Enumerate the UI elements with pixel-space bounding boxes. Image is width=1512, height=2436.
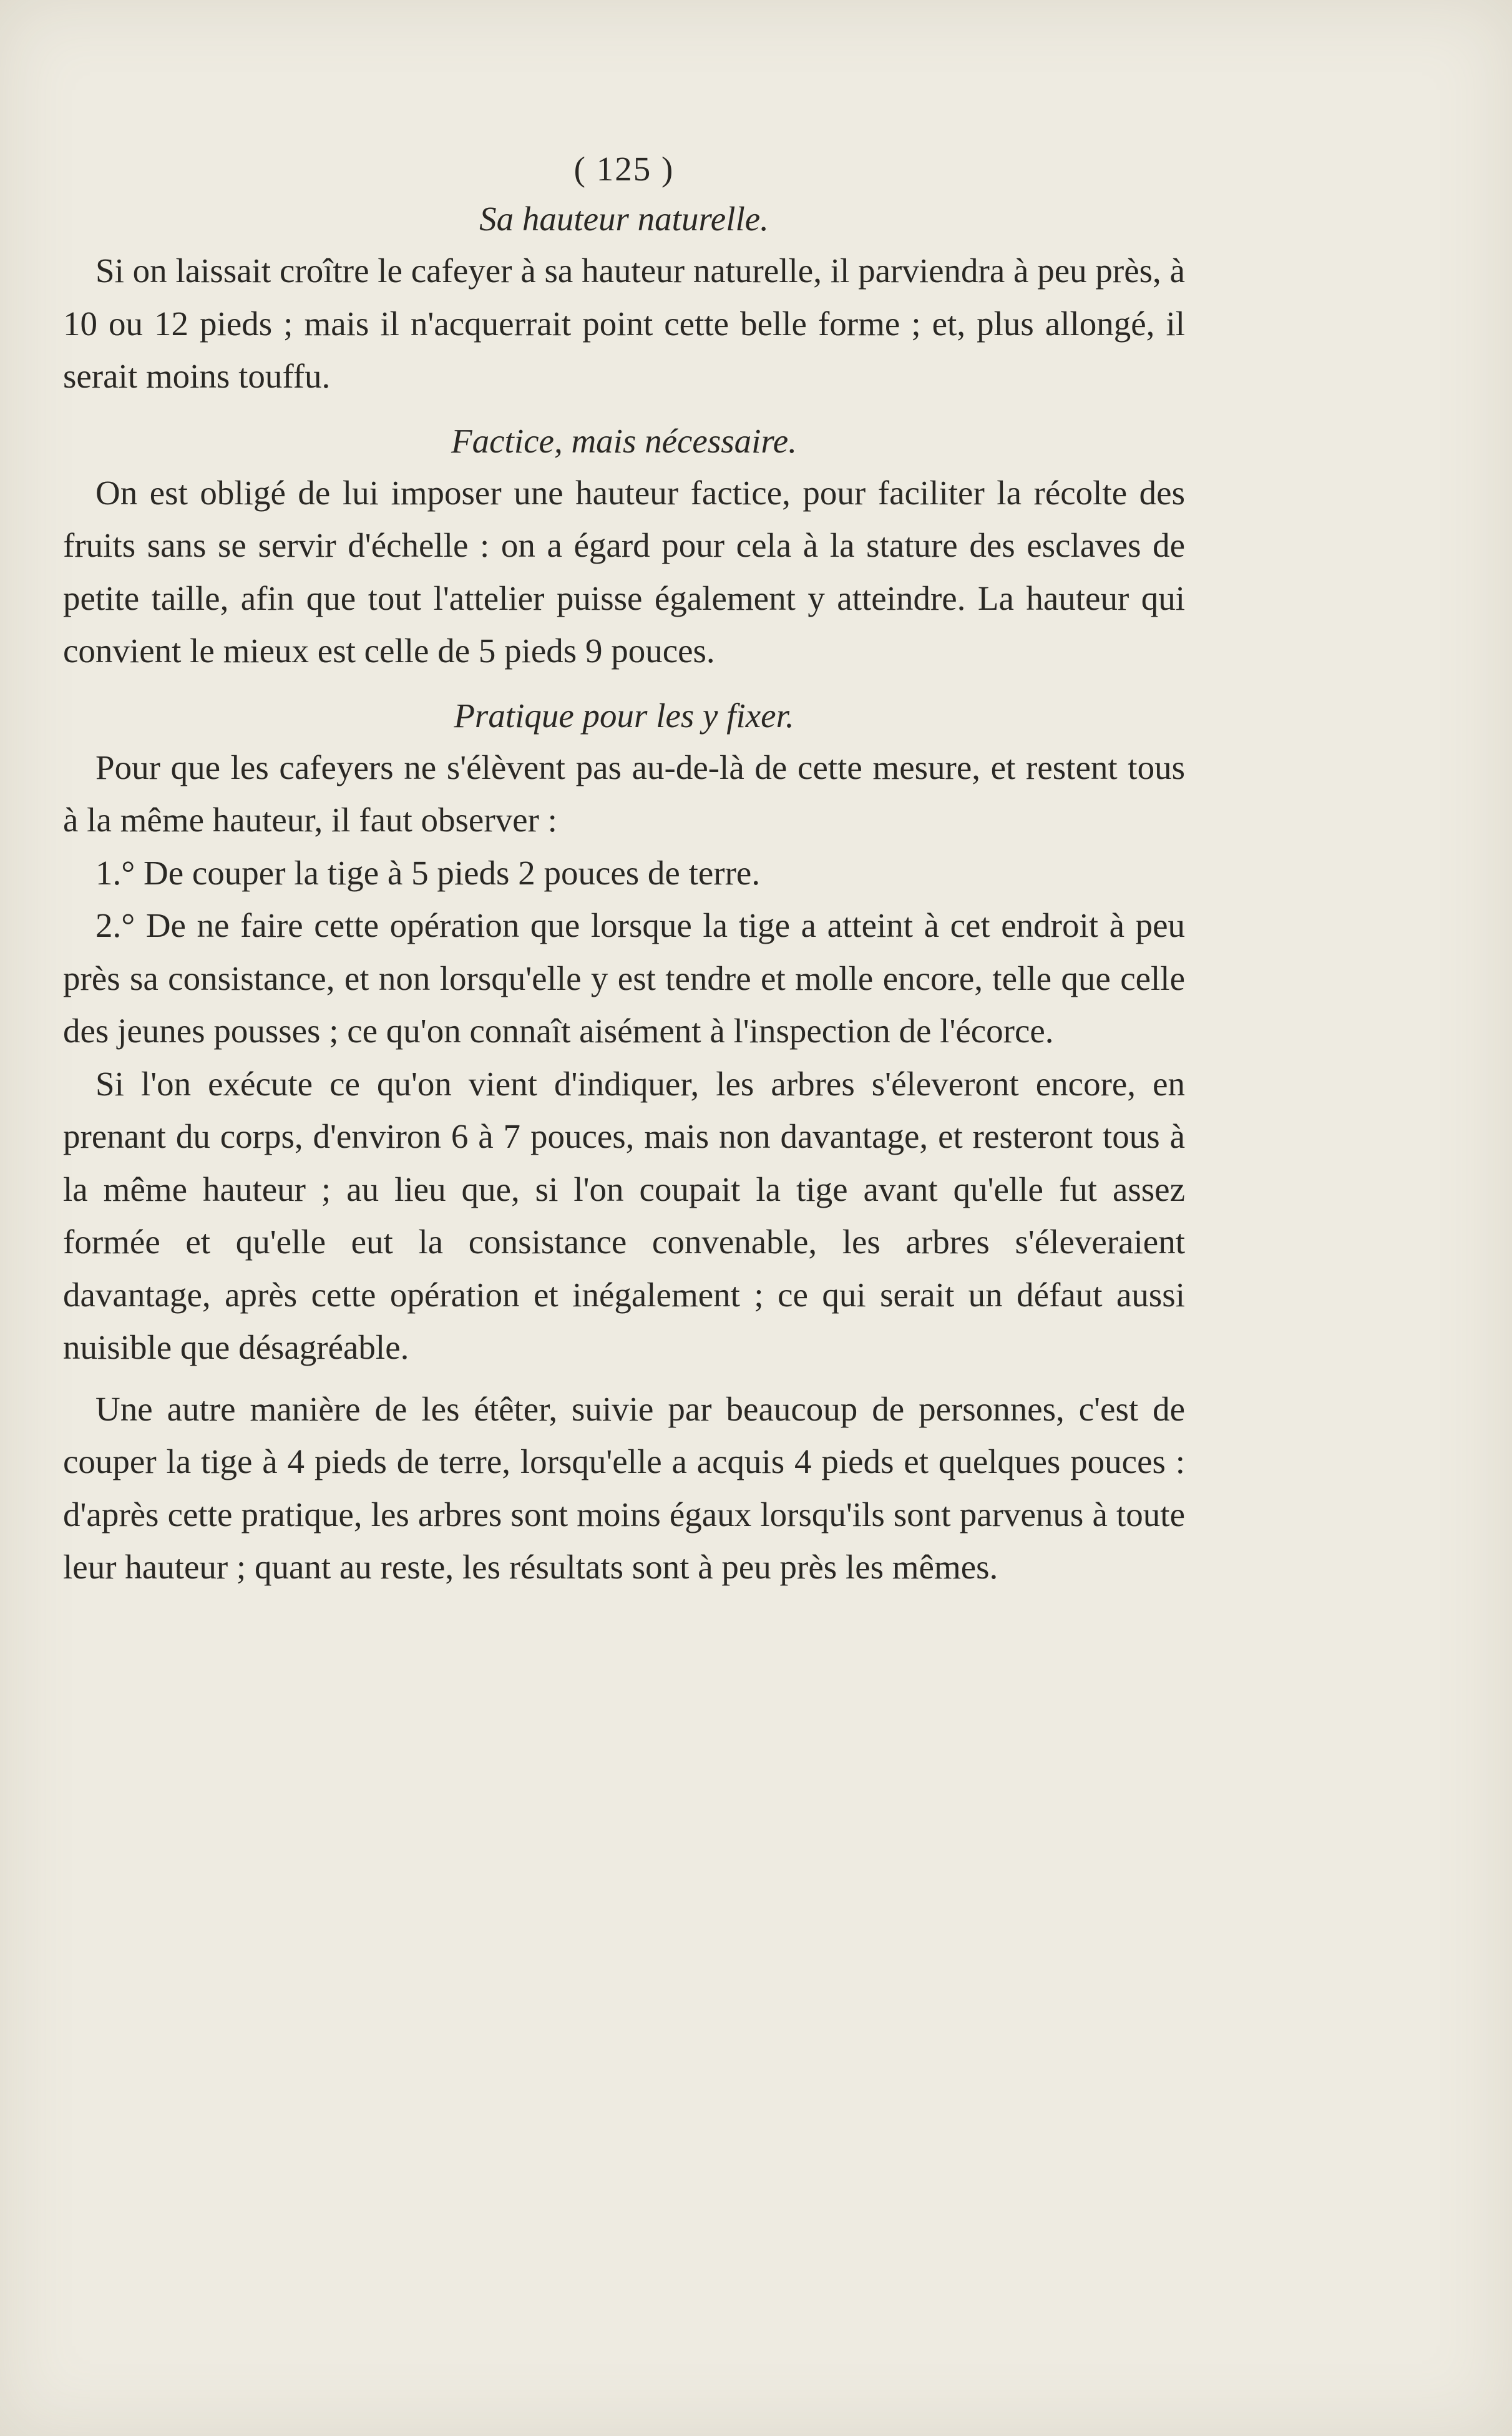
steps-list (63, 847, 1185, 1058)
step-text: De couper la tige à 5 pieds 2 pouces de terre. (144, 853, 761, 892)
page-text (63, 145, 1185, 1607)
page-number: ( 125 ) (573, 150, 675, 188)
section-heading: Factice, mais nécessaire. (451, 421, 797, 460)
paragraph: On est obligé de lui imposer une hauteur factice, pour faciliter la récolte des fruits sans se servir d'échelle : on a égard pour cela à la stature des esclaves de petite taille, afin que tout l'attelier puisse également y atteindre. La hauteur qui convient le mieux est celle de 5 pieds 9 pouces. (63, 473, 1185, 670)
step-text: De ne faire cette opération que lorsque la tige a atteint à cet endroit à peu près sa consistance, et non lorsqu'elle y est tendre et molle encore, telle que celle des jeunes pousses ; ce qu'on connaît aisément à l'inspection de l'écorce. (63, 906, 1185, 1050)
step-item (63, 847, 1185, 900)
paragraph: Si on laissait croître le cafeyer à sa hauteur naturelle, il parviendra à peu près, à 10 ou 12 pieds ; mais il n'acquerrait point cette belle forme ; et, plus allongé, il serait moins touffu. (63, 252, 1185, 395)
step-item (63, 899, 1185, 1058)
section-natural-height (63, 193, 1185, 403)
paragraph-intro: Pour que les cafeyers ne s'élèvent pas au-de-là de cette mesure, et restent tous à la même hauteur, il faut observer : (63, 748, 1185, 839)
section-practice (63, 690, 1185, 1594)
section-heading: Pratique pour les y fixer. (454, 696, 794, 735)
step-number: 1.° (95, 853, 135, 892)
paragraph: Si l'on exécute ce qu'on vient d'indiquer, les arbres s'éleveront encore, en prenant du corps, d'environ 6 à 7 pouces, mais non davantage, et resteront tous à la même hauteur ; au lieu que, si l'on coupait la tige avant qu'elle fut assez formée et qu'elle eut la consistance convenable, les arbres s'éleveraient davantage, après cette opération et inégalement ; ce qui serait un défaut aussi nuisible que désagréable. (63, 1064, 1185, 1366)
paragraph: Une autre manière de les étêter, suivie par beaucoup de personnes, c'est de couper la tige à 4 pieds de terre, lorsqu'elle a acquis 4 pieds et quelques pouces : d'après cette pratique, les arbres sont moins égaux lorsqu'ils sont parvenus à toute leur hauteur ; quant au reste, les résultats sont à peu près les mêmes. (63, 1389, 1185, 1586)
step-number: 2.° (95, 906, 135, 944)
section-artificial-height (63, 416, 1185, 678)
section-heading: Sa hauteur naturelle. (479, 200, 769, 238)
